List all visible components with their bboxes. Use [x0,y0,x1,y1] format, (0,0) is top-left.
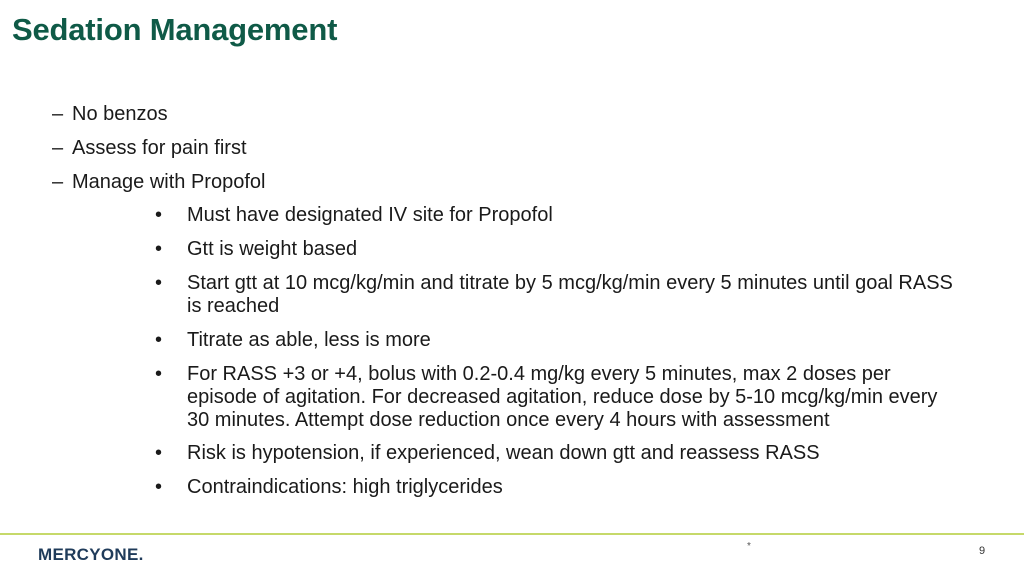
sub-item-text: Must have designated IV site for Propofol [187,204,553,226]
sub-item-text: Titrate as able, less is more [187,329,431,351]
bullet-marker: • [155,204,163,226]
list-item-text: Assess for pain first [72,137,247,159]
list-item-text: No benzos [72,103,168,125]
sub-item-text: Start gtt at 10 mcg/kg/min and titrate by 5 mcg/kg/min every 5 minutes until goal RASS is reached [187,272,953,317]
mercyone-logo [38,545,144,565]
sub-item-text: Contraindications: high triglycerides [187,476,503,498]
bullet-marker: • [155,476,163,498]
bullet-marker: • [155,238,163,260]
bullet-marker: • [155,329,163,351]
bullet-marker: • [155,363,163,385]
dash-marker: – [52,103,64,125]
dash-marker: – [52,137,64,159]
footer-divider [0,533,1024,535]
list-item-text: Manage with Propofol [72,171,266,193]
bullet-marker: • [155,442,163,464]
slide-title: Sedation Management [12,12,338,47]
sub-item-text: For RASS +3 or +4, bolus with 0.2-0.4 mg/kg every 5 minutes, max 2 doses per episode of agitation. For decreased agitation, reduce dose by 5-10 mcg/kg/min every 30 minutes. Attempt dose reduction once every 4 hours with assessment [187,363,938,431]
sub-item-text: Gtt is weight based [187,238,358,260]
footer-center-mark: * [747,541,751,552]
sub-item-text: Risk is hypotension, if experienced, wean down gtt and reassess RASS [187,442,820,464]
dash-marker: – [52,171,64,193]
bullet-marker: • [155,272,163,294]
page-number: 9 [979,545,986,557]
logo-text: MERCYONE. [38,545,144,564]
